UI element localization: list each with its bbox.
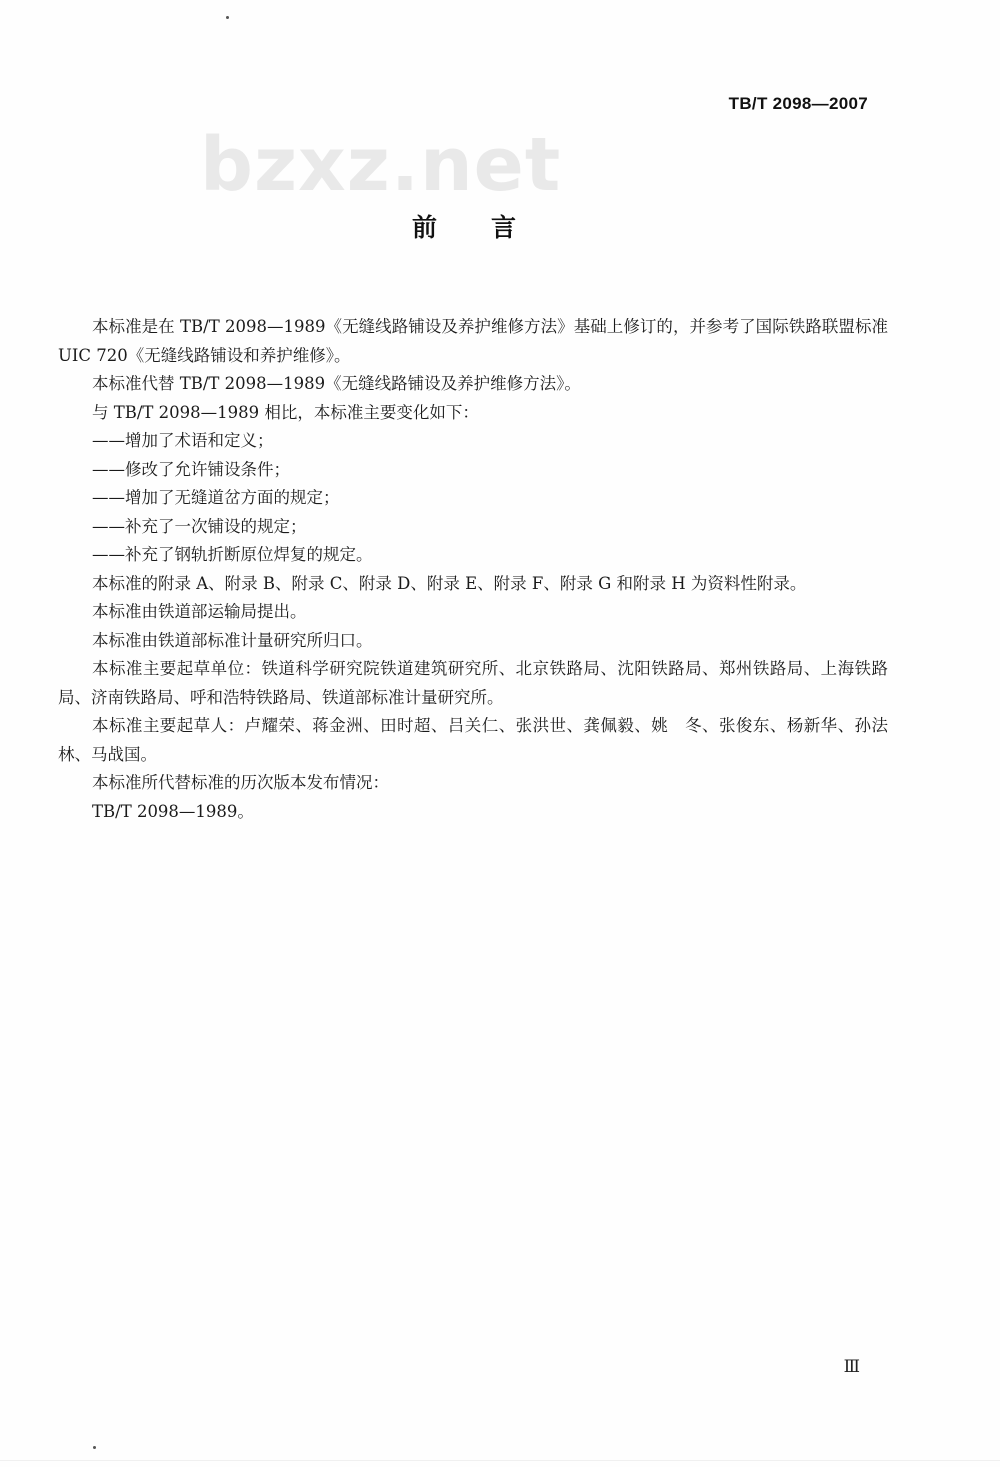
- paragraph-history-intro: 本标准所代替标准的历次版本发布情况：: [92, 773, 389, 792]
- list-item-change: ——补充了钢轨折断原位焊复的规定。: [92, 545, 373, 564]
- list-item-change: ——增加了无缝道岔方面的规定；: [92, 488, 340, 507]
- paragraph-annexes: 本标准的附录 A、附录 B、附录 C、附录 D、附录 E、附录 F、附录 G 和附录 H 为资料性附录。: [92, 573, 807, 593]
- list-item-change: ——补充了一次铺设的规定；: [92, 516, 307, 536]
- scan-speck: [226, 16, 229, 19]
- list-item-change: ——修改了允许铺设条件；: [92, 459, 290, 479]
- paragraph-managed-by: 本标准由铁道部标准计量研究所归口。: [92, 630, 373, 650]
- title-char-2: 言: [491, 213, 519, 242]
- paragraph-origin: 本标准是在 TB/T 2098—1989《无缝线路铺设及养护维修方法》基础上修订的，并参考了国际铁路联盟标准 UIC 720《无缝线路铺设和养护维修》。: [58, 317, 888, 365]
- paragraph-proposed-by: 本标准由铁道部运输局提出。: [92, 602, 307, 621]
- title-char-1: 前: [411, 213, 439, 242]
- page-number: Ⅲ: [843, 1357, 860, 1377]
- list-item-change: ——增加了术语和定义；: [92, 431, 274, 450]
- foreword-body: [58, 313, 888, 826]
- scan-speck: [93, 1446, 96, 1449]
- standard-code: TB/T 2098—2007: [728, 94, 868, 113]
- paragraph-replaces: 本标准代替 TB/T 2098—1989《无缝线路铺设及养护维修方法》。: [92, 374, 581, 393]
- watermark: bzxz.net: [200, 122, 562, 208]
- paragraph-drafters: 本标准主要起草人：卢耀荣、蒋金洲、田时超、吕关仁、张洪世、龚佩毅、姚 冬、张俊东、杨新华、孙法林、马战国。: [58, 716, 888, 764]
- paragraph-drafting-units: 本标准主要起草单位：铁道科学研究院铁道建筑研究所、北京铁路局、沈阳铁路局、郑州铁路局、上海铁路局、济南铁路局、呼和浩特铁路局、铁道部标准计量研究所。: [58, 659, 888, 707]
- page-title: [0, 208, 930, 244]
- page-bottom-edge: [0, 1460, 1000, 1461]
- paragraph-changes-intro: 与 TB/T 2098—1989 相比，本标准主要变化如下：: [92, 402, 479, 422]
- paragraph-history-version: TB/T 2098—1989。: [92, 801, 254, 821]
